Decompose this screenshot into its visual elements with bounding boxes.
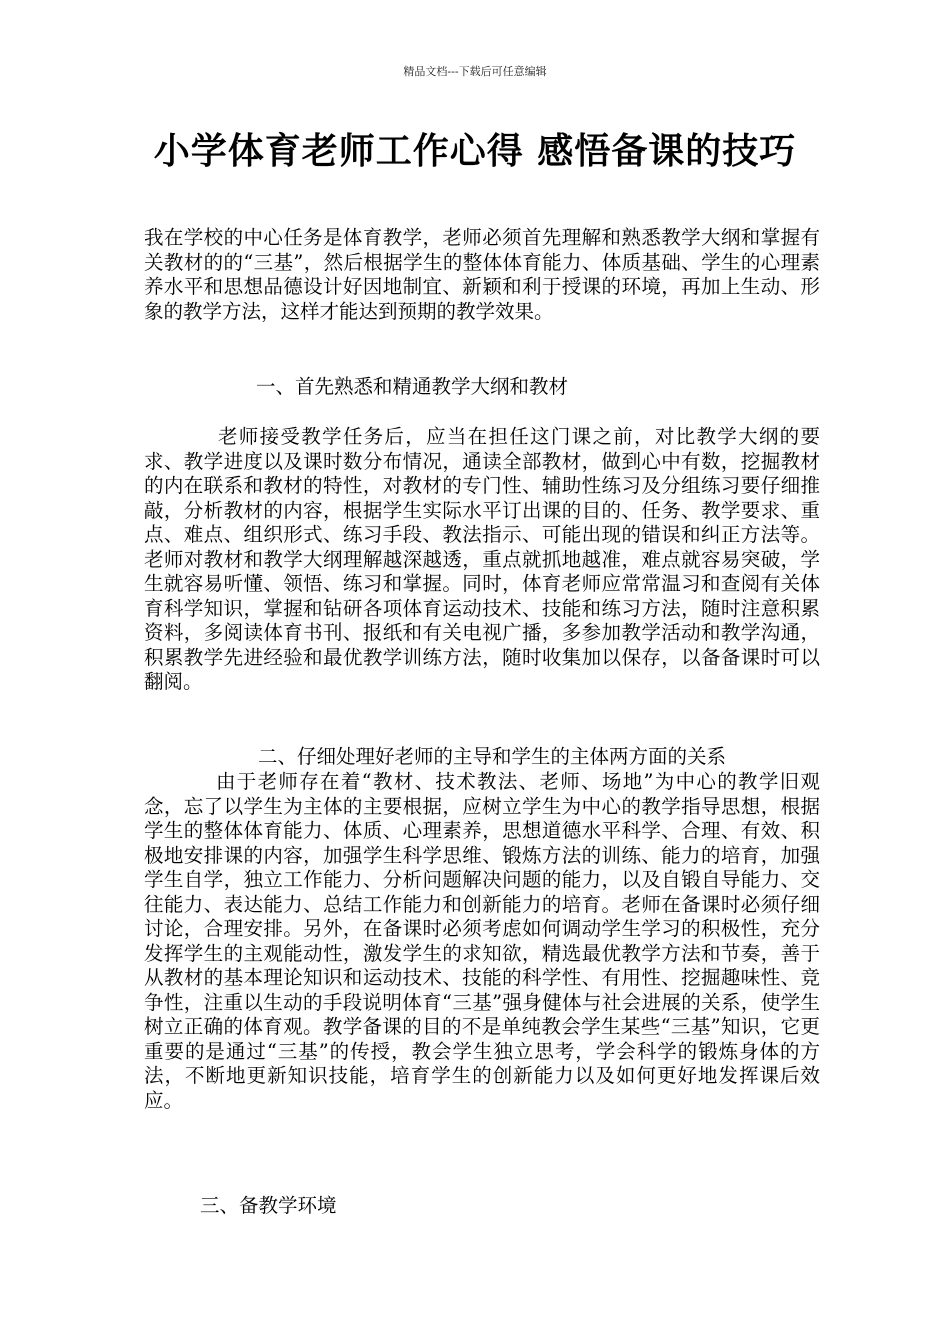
intro-paragraph: 我在学校的中心任务是体育教学，老师必须首先理解和熟悉教学大纲和掌握有关教材的的“三基”，然后根据学生的整体体育能力、体质基础、学生的心理素养水平和思想品德设计好因地制宜、新颖和利于授课的环境，再加上生动、形象的教学方法，这样才能达到预期的教学效果。 [144,226,820,323]
section-2-heading: 二、仔细处理好老师的主导和学生的主体两方面的关系 [258,745,727,768]
section-2-paragraph: 由于老师存在着“教材、技术教法、老师、场地”为中心的教学旧观念，忘了以学生为主体的主要根据，应树立学生为中心的教学指导思想，根据学生的整体体育能力、体质、心理素养，思想道德水平科学、合理、有效、积极地安排课的内容，加强学生科学思维、锻炼方法的训练、能力的培育，加强学生自学，独立工作能力、分析问题解决问题的能力，以及自锻自导能力、交往能力、表达能力、总结工作能力和创新能力的培育。老师在备课时必须仔细讨论，合理安排。另外，在备课时必须考虑如何调动学生学习的积极性，充分发挥学生的主观能动性，激发学生的求知欲，精选最优教学方法和节奏，善于从教材的基本理论知识和运动技术、技能的科学性、有用性、挖掘趣味性、竞争性，注重以生动的手段说明体育“三基”强身健体与社会进展的关系，使学生树立正确的体育观。教学备课的目的不是单纯教会学生某些“三基”知识，它更重要的是通过“三基”的传授，教会学生独立思考，学会科学的锻炼身体的方法，不断地更新知识技能，培育学生的创新能力以及如何更好地发挥课后效应。 [144,770,820,1112]
document-title: 小学体育老师工作心得 感悟备课的技巧 [153,131,797,172]
section-3-heading: 三、备教学环境 [200,1194,337,1217]
section-1-heading: 一、首先熟悉和精通教学大纲和教材 [256,375,569,398]
section-1-paragraph: 老师接受教学任务后，应当在担任这门课之前，对比教学大纲的要求、教学进度以及课时数分布情况，通读全部教材，做到心中有数，挖掘教材的内在联系和教材的特性，对教材的专门性、辅助性练习及分组练习要仔细推敲，分析教材的内容，根据学生实际水平订出课的目的、任务、教学要求、重点、难点、组织形式、练习手段、教法指示、可能出现的错误和纠正方法等。老师对教材和教学大纲理解越深越透，重点就抓地越准，难点就容易突破，学生就容易听懂、领悟、练习和掌握。同时，体育老师应常常温习和查阅有关体育科学知识，掌握和钻研各项体育运动技术、技能和练习方法，随时注意积累资料，多阅读体育书刊、报纸和有关电视广播，多参加教学活动和教学沟通，积累教学先进经验和最优教学训练方法，随时收集加以保存，以备备课时可以翻阅。 [144,425,820,693]
page-header: 精品文档---下载后可任意编辑 [403,65,547,78]
